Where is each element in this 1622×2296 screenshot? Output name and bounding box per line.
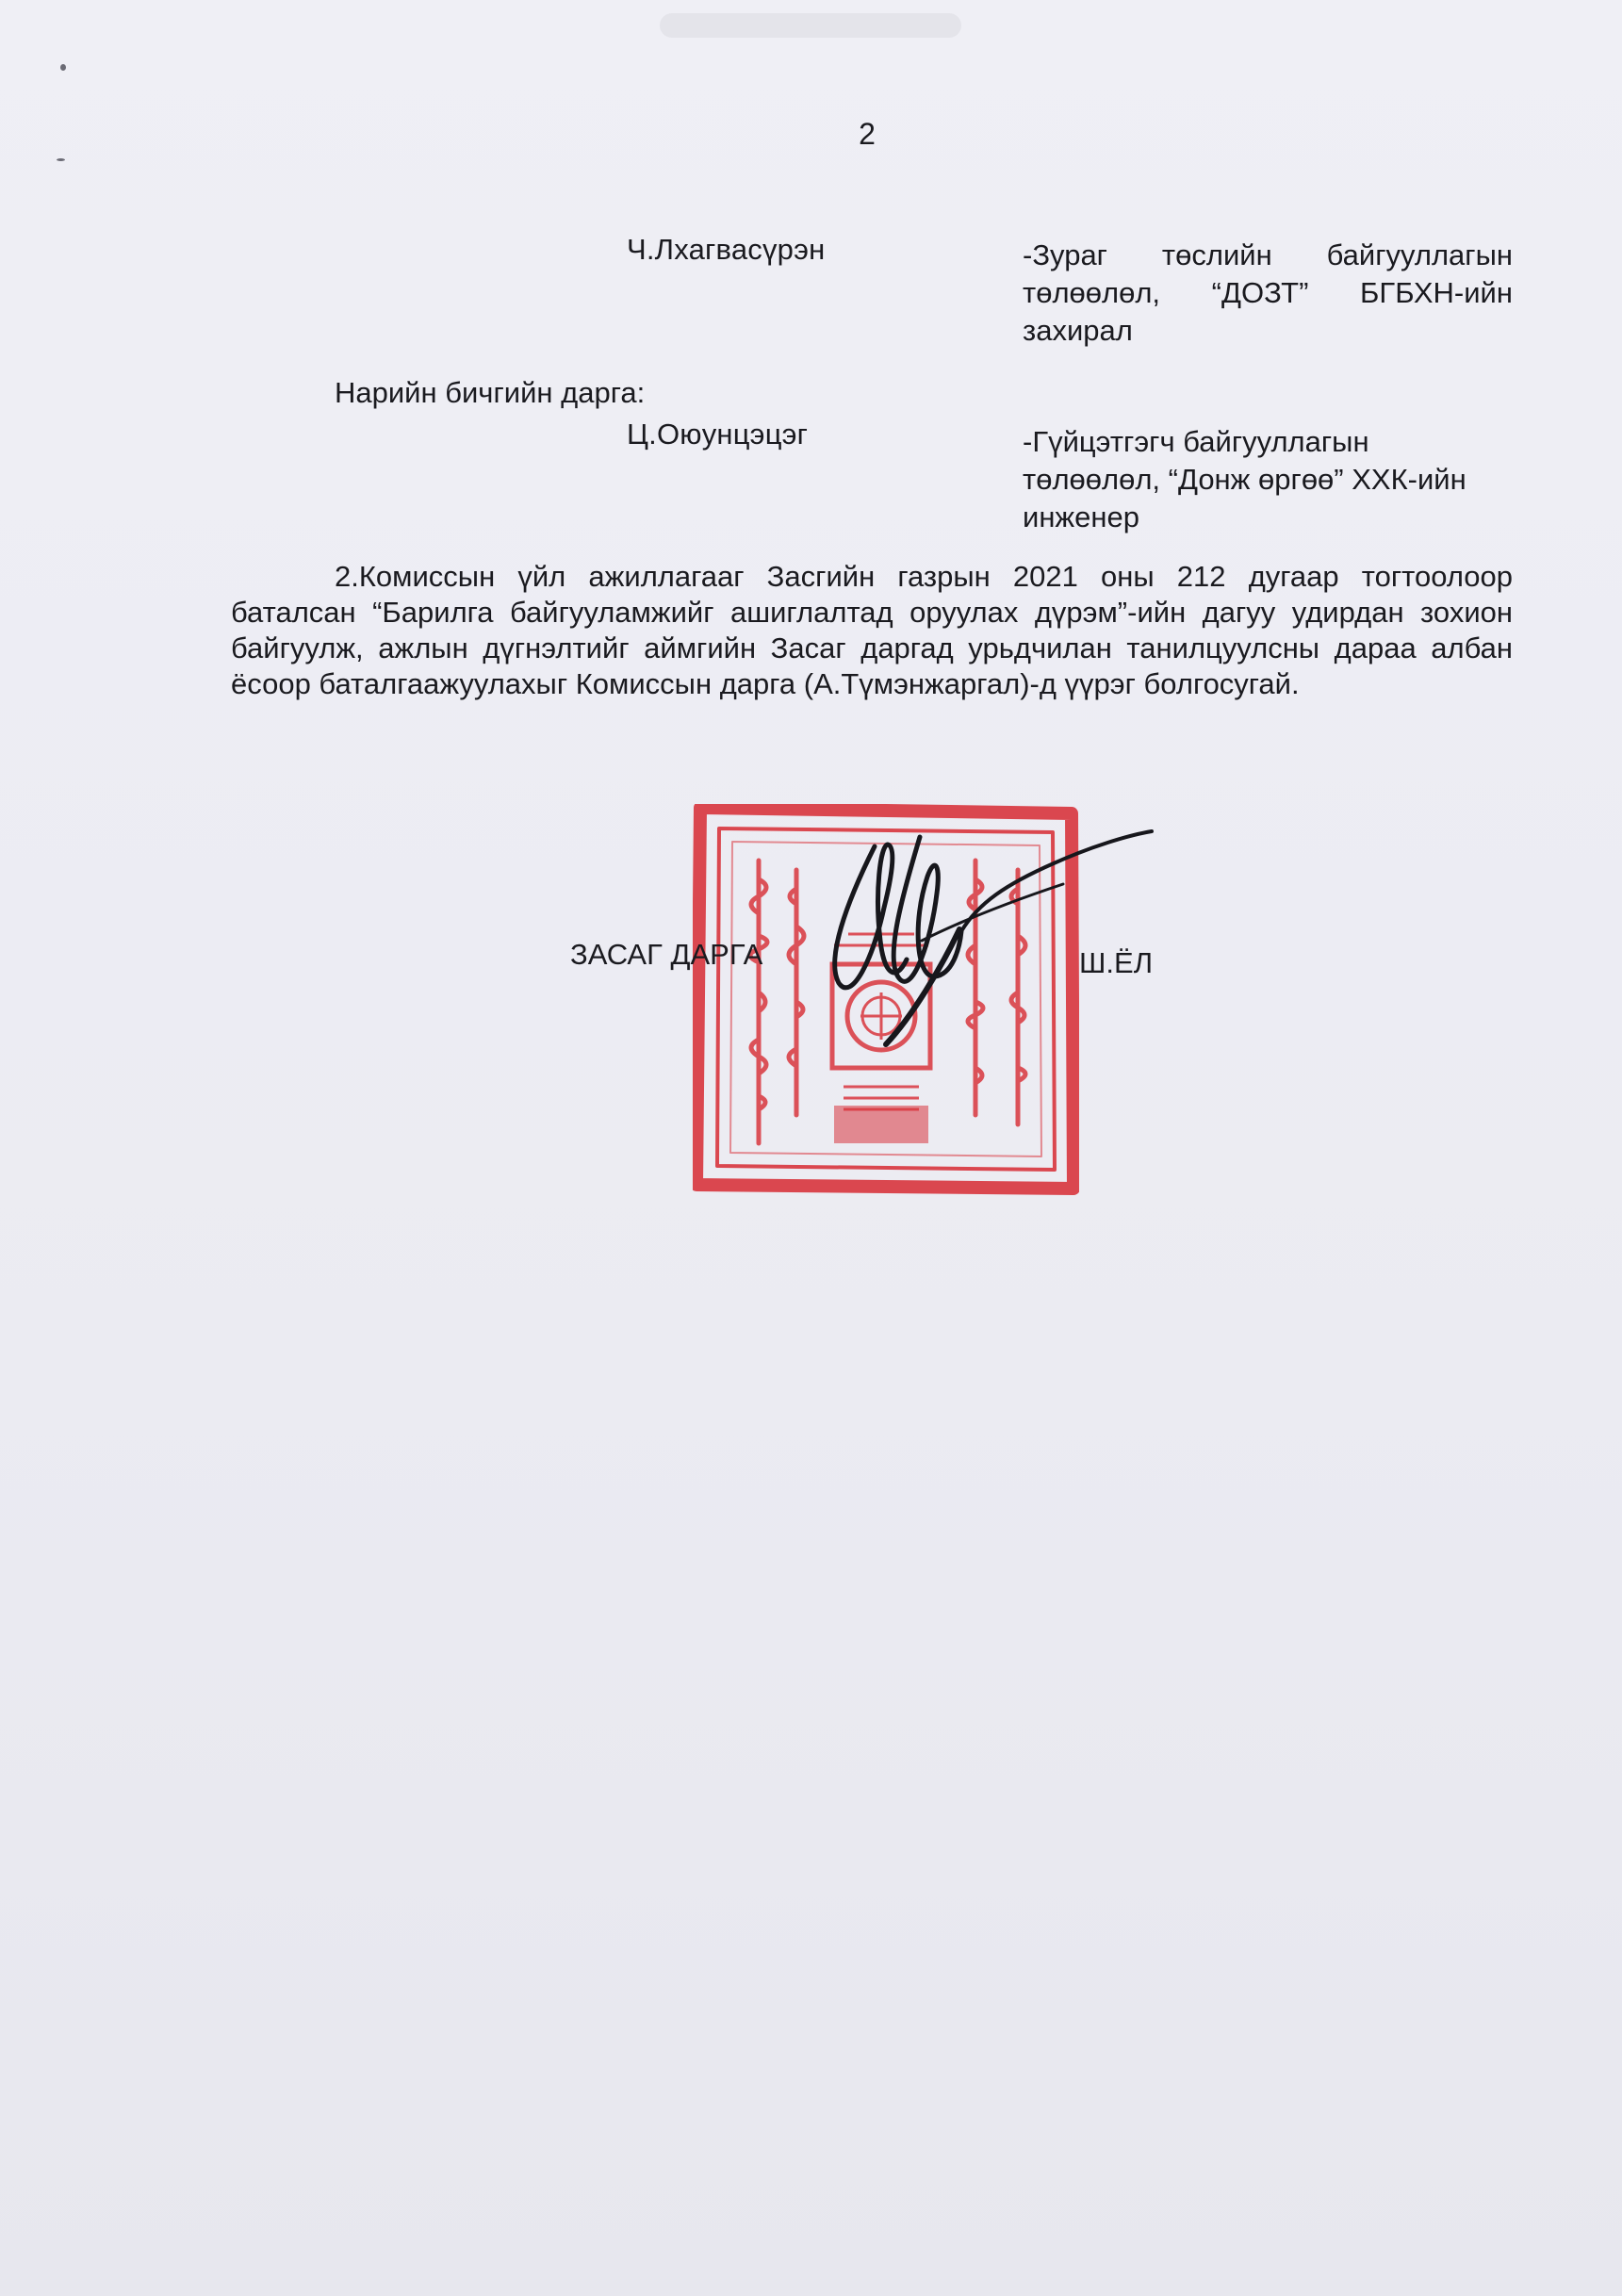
secretary-label: Нарийн бичгийн дарга:	[335, 376, 646, 409]
secretary-role-line: төлөөлөл, “Донж өргөө” ХХК-ийн	[1023, 463, 1466, 496]
scan-dot	[60, 64, 66, 71]
signatory-name: Ш.ЁЛ	[1079, 946, 1154, 979]
secretary-role-line: инженер	[1023, 500, 1140, 533]
secretary-role	[1023, 423, 1513, 536]
member-role-line: төлөөлөл, “ДОЗТ” БГБХН-ийн	[1023, 276, 1513, 309]
page-number: 2	[859, 117, 876, 151]
member-name: Ч.Лхагвасүрэн	[627, 233, 826, 266]
secretary-role-line: -Гүйцэтгэгч байгууллагын	[1023, 425, 1369, 458]
member-role	[1023, 237, 1513, 350]
handwritten-signature	[818, 818, 1157, 1054]
member-role-line: захирал	[1023, 314, 1133, 347]
scan-dot	[57, 158, 65, 161]
secretary-name: Ц.Оюунцэцэг	[627, 418, 809, 451]
resolution-paragraph: 2.Комиссын үйл ажиллагааг Засгийн газрын 2021 оны 212 дугаар тогтоолоор баталсан “Барилга байгууламжийг ашиглалтад оруулах дүрэм”-ийн дагуу удирдан зохион байгуулж, ажлын дүгнэлтийг аймгийн Засаг даргад урьдчилан танилцуулсны дараа албан ёсоор баталгаажуулахыг Комиссын дарга (А.Түмэнжаргал)-д үүрэг болгосугай.	[231, 560, 1513, 700]
signatory-title: ЗАСАГ ДАРГА	[570, 938, 763, 971]
member-role-line: -Зураг төслийн байгууллагын	[1023, 238, 1513, 271]
scan-smudge	[660, 13, 961, 38]
